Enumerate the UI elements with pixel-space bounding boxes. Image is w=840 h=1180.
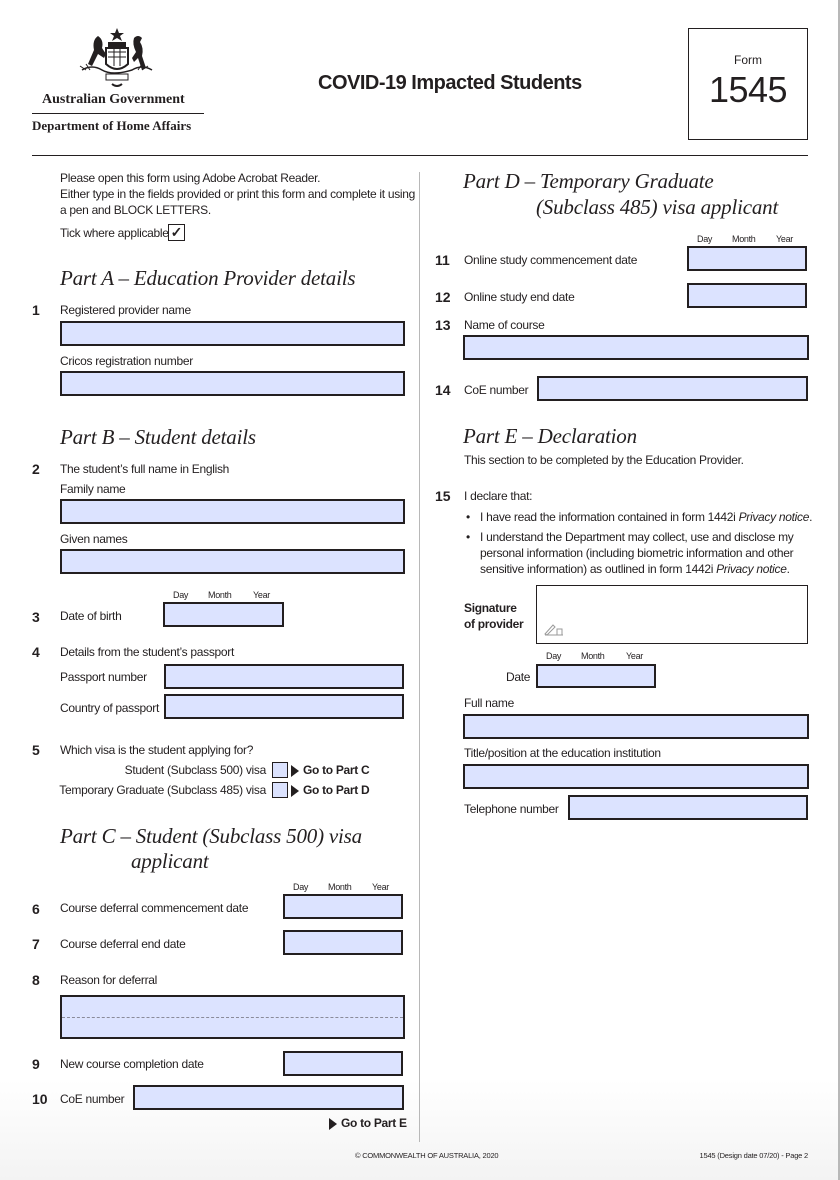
coe-number-d-input[interactable] [537, 376, 808, 401]
footer-page-info: 1545 (Design date 07/20) - Page 2 [699, 1151, 808, 1160]
question-10-number: 10 [32, 1091, 48, 1107]
position-input[interactable] [463, 764, 809, 789]
country-of-passport-input[interactable] [164, 694, 404, 719]
government-name: Australian Government [42, 92, 185, 107]
full-name-input[interactable] [463, 714, 809, 739]
new-completion-date-input[interactable] [283, 1051, 403, 1076]
declaration-bullet-2: • I understand the Department may collect, use and disclose my personal information (including biometric information and other sensitive information) as outlined in form 1442i Privacy notice. [466, 530, 794, 576]
online-start-input[interactable] [687, 246, 807, 271]
question-6-number: 6 [32, 901, 40, 917]
header-divider [32, 155, 808, 156]
form-number-box [688, 28, 808, 140]
position-label: Title/position at the education institution [464, 746, 661, 760]
question-15-number: 15 [435, 488, 451, 504]
course-name-label: Name of course [464, 318, 545, 332]
cricos-label: Cricos registration number [60, 354, 193, 368]
check-icon: ✓ [170, 224, 183, 240]
deferral-start-label: Course deferral commencement date [60, 901, 249, 915]
question-4-number: 4 [32, 644, 40, 660]
question-13-number: 13 [435, 317, 451, 333]
dob-day-header: Day [173, 590, 189, 600]
cricos-input[interactable] [60, 371, 405, 396]
question-1-number: 1 [32, 302, 40, 318]
coe-number-c-label: CoE number [60, 1092, 125, 1106]
family-name-label: Family name [60, 482, 126, 496]
provider-name-input[interactable] [60, 321, 405, 346]
footer-copyright: © COMMONWEALTH OF AUSTRALIA, 2020 [355, 1151, 499, 1160]
arrow-right-icon [291, 785, 299, 797]
question-14-number: 14 [435, 382, 451, 398]
tick-example-box [168, 224, 185, 241]
provider-name-label: Registered provider name [60, 303, 191, 317]
deferral-reason-textarea[interactable] [60, 995, 405, 1039]
online-start-label: Online study commencement date [464, 253, 638, 267]
online-end-label: Online study end date [464, 290, 575, 304]
part-e-subtitle: This section to be completed by the Education Provider. [464, 453, 744, 467]
telephone-label: Telephone number [464, 802, 559, 816]
passport-number-label: Passport number [60, 670, 147, 684]
sign-date-day-header: Day [546, 651, 562, 661]
full-name-label: Full name [464, 696, 514, 710]
column-divider [419, 172, 420, 1142]
sign-date-month-header: Month [581, 651, 605, 661]
part-a-title: Part A – Education Provider details [60, 266, 356, 290]
visa-485-label: Temporary Graduate (Subclass 485) visa [59, 783, 266, 797]
goto-part-c: Go to Part C [291, 763, 369, 777]
intro-line-3: a pen and BLOCK LETTERS. [60, 203, 211, 217]
dob-year-header: Year [253, 590, 270, 600]
goto-part-e: Go to Part E [329, 1116, 407, 1130]
deferral-end-input[interactable] [283, 930, 403, 955]
dash-dot-guideline [62, 1017, 403, 1018]
question-5-number: 5 [32, 742, 40, 758]
form-title: COVID-19 Impacted Students [318, 72, 582, 94]
declaration-bullet-1: • I have read the information contained in form 1442i Privacy notice. [466, 510, 813, 524]
visa-500-checkbox[interactable] [272, 762, 288, 778]
part-b-title: Part B – Student details [60, 425, 256, 449]
bullet-icon: • [466, 530, 470, 544]
country-of-passport-label: Country of passport [60, 701, 160, 715]
question-8-number: 8 [32, 972, 40, 988]
intro-line-2: Either type in the fields provided or print this form and complete it using [60, 187, 416, 201]
q11-month-header: Month [732, 234, 756, 244]
coe-number-d-label: CoE number [464, 383, 529, 397]
q6-year-header: Year [372, 882, 389, 892]
full-name-english-label: The student’s full name in English [60, 462, 230, 476]
passport-number-input[interactable] [164, 664, 404, 689]
bullet-icon: • [466, 510, 470, 524]
tick-instruction: Tick where applicable [60, 226, 169, 240]
q6-month-header: Month [328, 882, 352, 892]
given-names-input[interactable] [60, 549, 405, 574]
question-7-number: 7 [32, 936, 40, 952]
new-completion-date-label: New course completion date [60, 1057, 204, 1071]
telephone-input[interactable] [568, 795, 808, 820]
q11-year-header: Year [776, 234, 793, 244]
given-names-label: Given names [60, 532, 128, 546]
q11-day-header: Day [697, 234, 713, 244]
q6-day-header: Day [293, 882, 309, 892]
online-end-input[interactable] [687, 283, 807, 308]
question-12-number: 12 [435, 289, 451, 305]
visa-500-label: Student (Subclass 500) visa [124, 763, 266, 777]
signature-box[interactable] [536, 585, 808, 644]
passport-details-label: Details from the student’s passport [60, 645, 235, 659]
part-d-title-line-2: (Subclass 485) visa applicant [536, 195, 779, 219]
sign-date-input[interactable] [536, 664, 656, 688]
department-name: Department of Home Affairs [32, 118, 192, 133]
course-name-input[interactable] [463, 335, 809, 360]
arrow-right-icon [291, 765, 299, 777]
deferral-start-input[interactable] [283, 894, 403, 919]
question-9-number: 9 [32, 1056, 40, 1072]
sign-date-year-header: Year [626, 651, 643, 661]
coat-of-arms-logo [76, 26, 158, 92]
form-number: 1545 [708, 69, 788, 110]
question-2-number: 2 [32, 461, 40, 477]
arrow-right-icon [329, 1118, 337, 1130]
deferral-end-label: Course deferral end date [60, 937, 186, 951]
coe-number-c-input[interactable] [133, 1085, 404, 1110]
form-label: Form [734, 53, 762, 67]
signature-label: Signature of provider [464, 601, 524, 631]
dob-label: Date of birth [60, 609, 122, 623]
goto-part-d: Go to Part D [291, 783, 369, 797]
question-3-number: 3 [32, 609, 40, 625]
part-c-title-line-1: Part C – Student (Subclass 500) visa [60, 824, 362, 848]
question-11-number: 11 [435, 252, 450, 268]
part-c-title-line-2: applicant [131, 849, 209, 873]
dob-month-header: Month [208, 590, 232, 600]
intro-line-1: Please open this form using Adobe Acrobat Reader. [60, 171, 321, 185]
deferral-reason-label: Reason for deferral [60, 973, 158, 987]
part-d-title-line-1: Part D – Temporary Graduate [463, 169, 714, 193]
dob-input[interactable] [163, 602, 284, 627]
pen-signature-icon [543, 622, 565, 636]
sign-date-label: Date [506, 670, 531, 684]
visa-485-checkbox[interactable] [272, 782, 288, 798]
declare-label: I declare that: [464, 489, 533, 503]
family-name-input[interactable] [60, 499, 405, 524]
visa-type-label: Which visa is the student applying for? [60, 743, 254, 757]
header-rule [32, 113, 204, 114]
part-e-title: Part E – Declaration [463, 424, 637, 448]
